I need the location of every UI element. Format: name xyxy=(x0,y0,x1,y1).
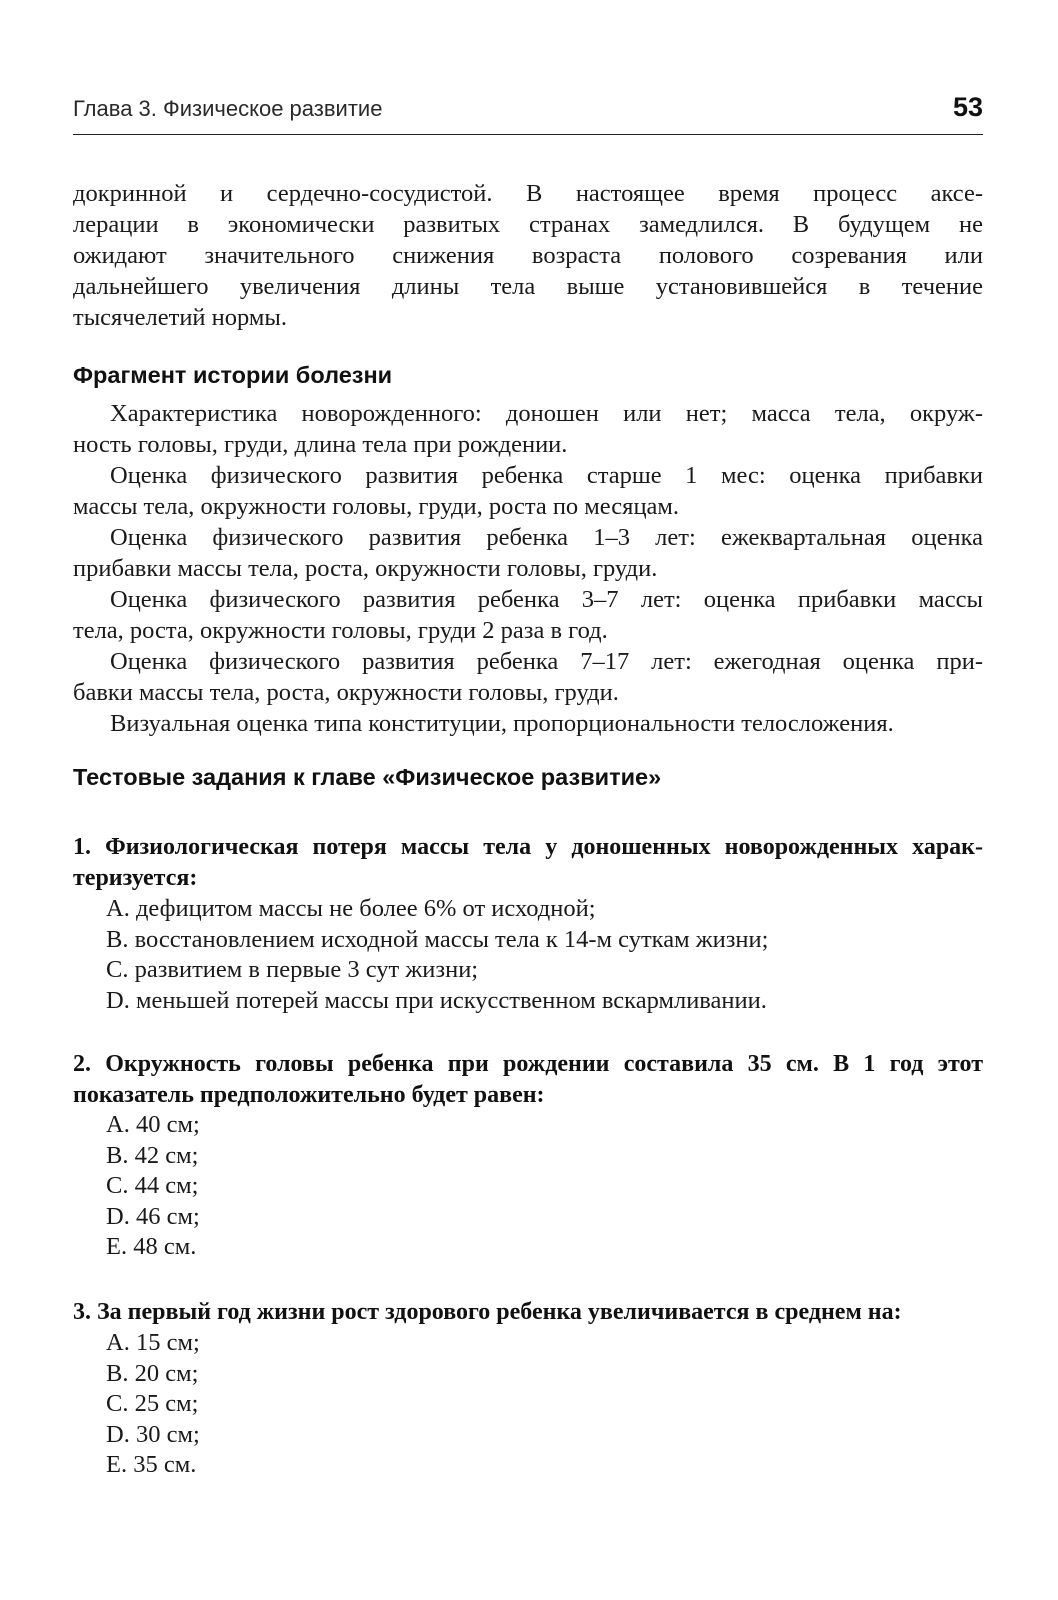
question-3 xyxy=(73,1297,983,1328)
text-line: Оценка физического развития ребенка 7–17 лет: ежегодная оценка при- xyxy=(110,648,983,675)
question-1 xyxy=(73,832,983,894)
tests-heading: Тестовые задания к главе «Физическое развитие» xyxy=(73,764,662,790)
answer-option: A. 40 см; xyxy=(106,1111,200,1138)
answer-option: E. 35 см. xyxy=(106,1451,197,1478)
answer-option: B. восстановлением исходной массы тела к 14-м суткам жизни; xyxy=(106,925,769,953)
answer-option: E. 48 см. xyxy=(106,1233,197,1260)
answer-option: A. дефицитом массы не более 6% от исходной; xyxy=(106,895,596,922)
question-line: теризуется: xyxy=(73,865,198,891)
answer-option: C. 44 см; xyxy=(106,1172,199,1199)
question-line: 2. Окружность головы ребенка при рождении составила 35 см. В 1 год этот xyxy=(73,1051,983,1077)
answer-option: D. 30 см; xyxy=(106,1420,200,1448)
question-3-options xyxy=(106,1328,986,1481)
text-line: прибавки массы тела, роста, окружности головы, груди. xyxy=(73,555,658,582)
answer-option: B. 42 см; xyxy=(106,1141,199,1169)
question-2 xyxy=(73,1049,983,1111)
text-line: Оценка физического развития ребенка старше 1 мес: оценка прибавки xyxy=(110,462,983,489)
text-line: докринной и сердечно-сосудистой. В настоящее время процесс аксе- xyxy=(73,180,983,207)
running-header xyxy=(73,92,983,135)
question-line: 3. За первый год жизни рост здорового ребенка увеличивается в среднем на: xyxy=(73,1299,902,1325)
intro-paragraph xyxy=(73,178,983,333)
answer-option: B. 20 см; xyxy=(106,1359,199,1387)
text-line: ожидают значительного снижения возраста полового созревания или xyxy=(73,242,983,269)
text-line: Визуальная оценка типа конституции, пропорциональности телосложения. xyxy=(110,710,894,737)
text-line: бавки массы тела, роста, окружности головы, груди. xyxy=(73,679,619,706)
question-line: 1. Физиологическая потеря массы тела у доношенных новорожденных харак- xyxy=(73,834,983,860)
fragment-body xyxy=(73,398,983,739)
answer-option: D. 46 см; xyxy=(106,1202,200,1230)
text-line: дальнейшего увеличения длины тела выше установившейся в течение xyxy=(73,273,983,300)
paragraph xyxy=(73,398,983,460)
text-line: ность головы, груди, длина тела при рождении. xyxy=(73,431,568,458)
answer-option: A. 15 см; xyxy=(106,1329,200,1356)
text-line: Оценка физического развития ребенка 3–7 лет: оценка прибавки массы xyxy=(110,586,983,613)
paragraph xyxy=(73,708,983,739)
paragraph xyxy=(73,584,983,646)
text-line: Оценка физического развития ребенка 1–3 лет: ежеквартальная оценка xyxy=(110,524,983,551)
text-line: массы тела, окружности головы, груди, роста по месяцам. xyxy=(73,493,680,520)
paragraph xyxy=(73,646,983,708)
fragment-heading: Фрагмент истории болезни xyxy=(73,362,393,388)
question-line: показатель предположительно будет равен: xyxy=(73,1082,545,1108)
page-number: 53 xyxy=(952,92,983,122)
chapter-title: Глава 3. Физическое развитие xyxy=(73,96,383,121)
question-1-options xyxy=(106,894,986,1016)
text-line: Характеристика новорожденного: доношен или нет; масса тела, окруж- xyxy=(110,400,983,427)
answer-option: C. 25 см; xyxy=(106,1390,199,1417)
text-line: лерации в экономически развитых странах замедлился. В будущем не xyxy=(73,211,983,238)
paragraph xyxy=(73,522,983,584)
answer-option: D. меньшей потерей массы при искусственном вскармливании. xyxy=(106,986,767,1014)
question-2-options xyxy=(106,1110,986,1263)
paragraph xyxy=(73,460,983,522)
text-line: тела, роста, окружности головы, груди 2 раза в год. xyxy=(73,617,608,644)
text-line: тысячелетий нормы. xyxy=(73,304,287,331)
answer-option: C. развитием в первые 3 сут жизни; xyxy=(106,956,479,983)
